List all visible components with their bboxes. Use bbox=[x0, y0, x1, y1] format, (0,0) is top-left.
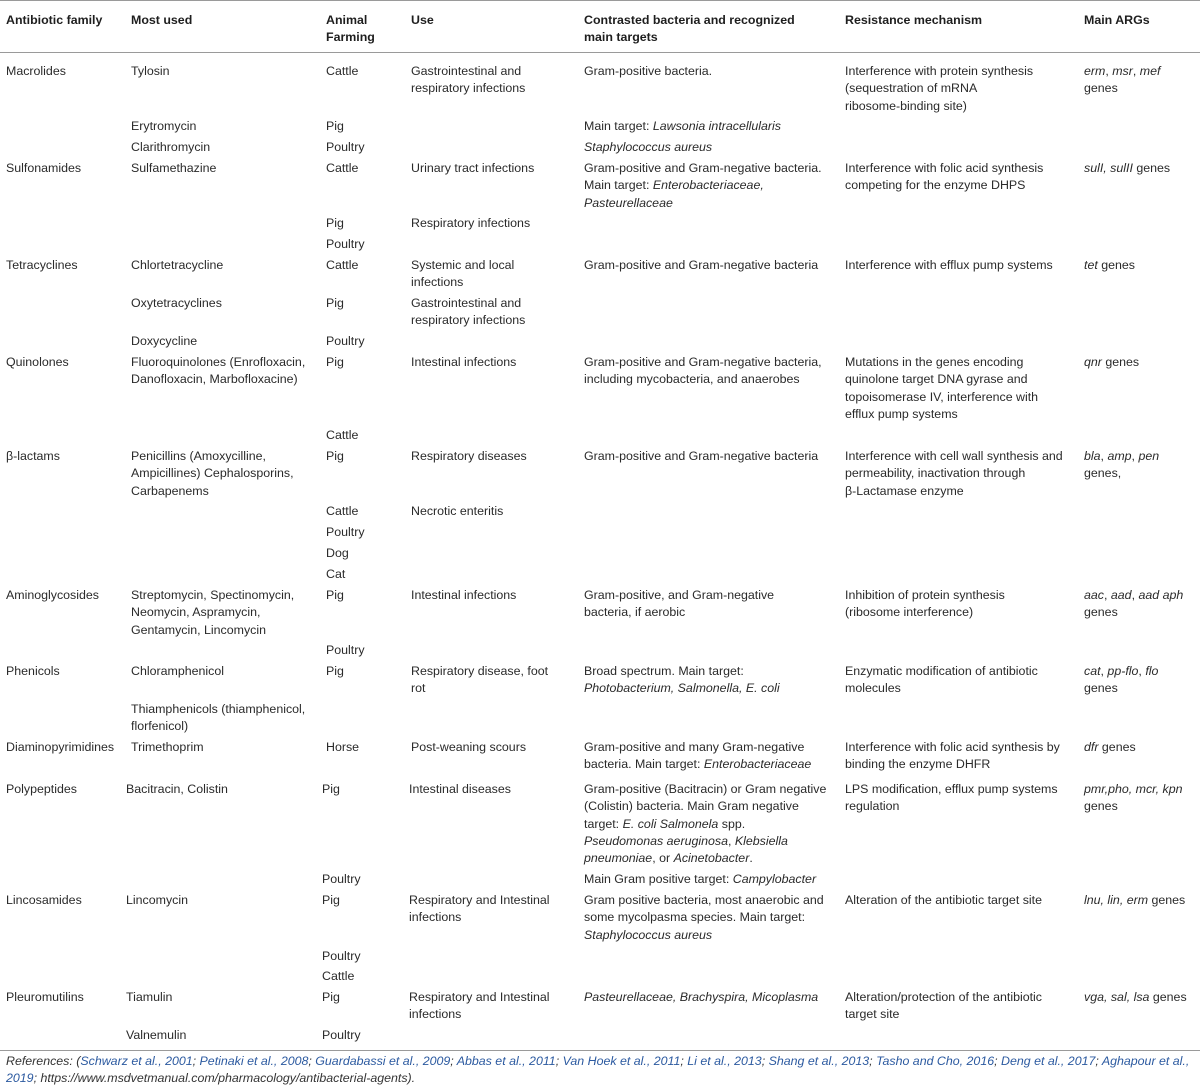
cell-use-line: Urinary tract infections bbox=[411, 161, 535, 175]
cell-mechanism bbox=[845, 739, 1060, 774]
cell-mechanism-line: Alteration of the antibiotic target site bbox=[845, 893, 1042, 907]
cell-mechanism bbox=[845, 663, 1038, 698]
cell-mechanism bbox=[845, 989, 1042, 1024]
cell-farming-line: Poultry bbox=[326, 140, 365, 154]
header-animal-farming-line: Farming bbox=[326, 30, 375, 45]
cell-family-line: Polypeptides bbox=[6, 782, 77, 796]
cell-mechanism bbox=[845, 448, 1063, 500]
cell-targets bbox=[584, 871, 816, 888]
cell-farming bbox=[326, 545, 349, 562]
cell-used-line: Oxytetracyclines bbox=[131, 296, 222, 310]
cell-targets-line: (Colistin) bacteria. Main Gram negative bbox=[584, 799, 799, 814]
cell-targets-line: pneumoniae, or Acinetobacter. bbox=[584, 851, 753, 866]
cell-family bbox=[6, 587, 99, 604]
cell-targets bbox=[584, 354, 822, 389]
cell-mechanism bbox=[845, 354, 1038, 423]
cell-targets-line: Gram-positive and Gram-negative bacteria bbox=[584, 449, 819, 463]
cell-use-line: Respiratory disease, foot bbox=[411, 664, 549, 678]
cell-farming bbox=[326, 448, 344, 465]
cell-used bbox=[131, 139, 210, 156]
cell-use-line: infections bbox=[409, 1007, 462, 1022]
cell-used-line: Carbapenems bbox=[131, 483, 209, 498]
cell-family bbox=[6, 448, 60, 465]
cell-used-line: Lincomycin bbox=[126, 893, 188, 907]
cell-targets bbox=[584, 781, 826, 867]
cell-farming-line: Cattle bbox=[326, 64, 359, 78]
cell-farming-line: Pig bbox=[326, 296, 344, 310]
cell-farming bbox=[322, 781, 340, 798]
cell-args bbox=[1084, 257, 1135, 274]
cell-farming bbox=[326, 118, 344, 135]
cell-used bbox=[126, 1027, 186, 1044]
header-most-used: Most used bbox=[131, 13, 193, 27]
cell-targets-line: Gram-positive and Gram-negative bacteria, bbox=[584, 355, 822, 369]
cell-farming-line: Pig bbox=[326, 588, 344, 602]
cell-farming-line: Pig bbox=[326, 664, 344, 678]
cell-used bbox=[126, 989, 172, 1006]
cell-args-line: genes bbox=[1084, 799, 1118, 814]
cell-args-line: bla, amp, pen bbox=[1084, 449, 1160, 463]
cell-use bbox=[411, 663, 548, 698]
cell-args bbox=[1084, 448, 1159, 483]
cell-family bbox=[6, 354, 69, 371]
cell-farming bbox=[326, 427, 358, 444]
cell-targets-line: Pseudomonas aeruginosa, Klebsiella bbox=[584, 833, 788, 848]
cell-family bbox=[6, 739, 114, 756]
cell-use-line: infections bbox=[411, 275, 464, 290]
cell-farming-line: Pig bbox=[322, 893, 340, 907]
cell-use bbox=[411, 295, 525, 330]
cell-targets-line: Pasteurellaceae bbox=[584, 195, 673, 210]
cell-mechanism bbox=[845, 63, 1033, 115]
cell-mechanism-line: (ribosome interference) bbox=[845, 605, 974, 620]
cell-used-line: Neomycin, Aspramycin, bbox=[131, 605, 261, 620]
cell-targets-line: Staphylococcus aureus bbox=[584, 927, 713, 942]
cell-args-line: qnr genes bbox=[1084, 355, 1140, 369]
cell-mechanism-line: Alteration/protection of the antibiotic bbox=[845, 990, 1042, 1004]
cell-targets-line: Photobacterium, Salmonella, E. coli bbox=[584, 681, 780, 696]
cell-family-line: Aminoglycosides bbox=[6, 588, 99, 602]
reference-link[interactable]: Aghapour et al., 2019 bbox=[6, 1054, 1190, 1086]
cell-family-line: Pleuromutilins bbox=[6, 990, 84, 1004]
cell-farming-line: Cattle bbox=[326, 161, 359, 175]
cell-use-line: Gastrointestinal and bbox=[411, 64, 522, 78]
cell-farming bbox=[322, 968, 354, 985]
cell-targets-line: Gram-positive bacteria. bbox=[584, 64, 713, 78]
cell-args-line: genes bbox=[1084, 81, 1118, 96]
cell-mechanism-line: β-Lactamase enzyme bbox=[845, 483, 964, 498]
cell-targets-line: Main target: Lawsonia intracellularis bbox=[584, 119, 781, 133]
cell-used bbox=[131, 701, 305, 736]
cell-family bbox=[6, 989, 84, 1006]
cell-used-line: Ampicillines) Cephalosporins, bbox=[131, 466, 294, 481]
cell-farming-line: Poultry bbox=[326, 525, 365, 539]
reference-link[interactable]: Van Hoek et al., 2011 bbox=[562, 1054, 681, 1068]
cell-args bbox=[1084, 781, 1182, 816]
cell-used-line: Thiamphenicols (thiamphenicol, bbox=[131, 702, 306, 716]
cell-mechanism bbox=[845, 781, 1058, 816]
cell-family bbox=[6, 257, 78, 274]
header-animal-farming bbox=[326, 12, 375, 47]
cell-mechanism-line: Mutations in the genes encoding bbox=[845, 355, 1024, 369]
cell-used-line: Doxycycline bbox=[131, 334, 198, 348]
cell-farming-line: Cattle bbox=[326, 504, 359, 518]
header-main-args: Main ARGs bbox=[1084, 13, 1150, 27]
cell-family bbox=[6, 63, 66, 80]
cell-farming bbox=[326, 739, 359, 756]
cell-targets bbox=[584, 63, 712, 80]
cell-targets-line: Gram positive bacteria, most anaerobic and bbox=[584, 893, 824, 907]
cell-mechanism-line: molecules bbox=[845, 681, 901, 696]
cell-mechanism-line: Enzymatic modification of antibiotic bbox=[845, 664, 1038, 678]
reference-link[interactable]: Abbas et al., 2011 bbox=[456, 1054, 556, 1068]
cell-used bbox=[131, 295, 222, 312]
cell-family-line: Diaminopyrimidines bbox=[6, 740, 115, 754]
table-top-rule bbox=[0, 0, 1200, 1]
cell-args bbox=[1084, 63, 1160, 98]
cell-args-line: genes bbox=[1084, 605, 1118, 620]
cell-use-line: Intestinal infections bbox=[411, 588, 517, 602]
cell-farming-line: Poultry bbox=[326, 643, 365, 657]
cell-args-line: genes bbox=[1084, 681, 1118, 696]
cell-used bbox=[131, 118, 196, 135]
cell-args-line: cat, pp-flo, flo bbox=[1084, 664, 1159, 678]
cell-farming-line: Horse bbox=[326, 740, 360, 754]
cell-use bbox=[411, 448, 527, 465]
cell-mechanism-line: Interference with efflux pump systems bbox=[845, 258, 1053, 272]
cell-targets bbox=[584, 257, 818, 274]
cell-use-line: Necrotic enteritis bbox=[411, 504, 504, 518]
header-targets-line: main targets bbox=[584, 30, 658, 45]
cell-farming-line: Cattle bbox=[326, 428, 359, 442]
cell-farming bbox=[326, 160, 358, 177]
reference-link[interactable]: Deng et al., 2017 bbox=[1001, 1054, 1096, 1068]
cell-used-line: Penicillins (Amoxycilline, bbox=[131, 449, 266, 463]
cell-farming bbox=[322, 989, 340, 1006]
cell-farming bbox=[326, 333, 365, 350]
cell-used bbox=[126, 781, 228, 798]
cell-farming-line: Cat bbox=[326, 567, 346, 581]
cell-targets-line: some mycolpasma species. Main target: bbox=[584, 910, 806, 925]
cell-args bbox=[1084, 892, 1185, 909]
references-note: References: (Schwarz et al., 2001; Petinaki et al., 2008; Guardabassi et al., 2009; Abbas et al., 2011; Van Hoek et al., 2011; Li et al., 2013; Shang et al., 2013; Tasho and Cho, 2016; Deng et al., 2017; Aghapour et al., 2019; https://www.msdvetmanual.com/pharmacology/antibacterial-agents). bbox=[6, 1054, 1190, 1086]
cell-mechanism-line: binding the enzyme DHFR bbox=[845, 757, 991, 772]
cell-targets-line: Gram-positive and Gram-negative bacteria. bbox=[584, 161, 822, 175]
cell-used-line: Chloramphenicol bbox=[131, 664, 224, 678]
cell-farming bbox=[326, 63, 358, 80]
cell-targets-line: target: E. coli Salmonela spp. bbox=[584, 816, 746, 831]
cell-args-line: tet genes bbox=[1084, 258, 1135, 272]
reference-link[interactable]: Tasho and Cho, 2016 bbox=[876, 1054, 995, 1068]
cell-use-line: Respiratory diseases bbox=[411, 449, 527, 463]
cell-mechanism-line: Interference with protein synthesis bbox=[845, 64, 1034, 78]
cell-args bbox=[1084, 663, 1158, 698]
cell-mechanism bbox=[845, 892, 1042, 909]
cell-args-line: aac, aad, aad aph bbox=[1084, 588, 1184, 602]
reference-link[interactable]: Guardabassi et al., 2009 bbox=[315, 1054, 451, 1068]
header-animal-farming-line: Animal bbox=[326, 13, 368, 27]
cell-farming bbox=[322, 948, 361, 965]
cell-use-line: Gastrointestinal and bbox=[411, 296, 522, 310]
cell-mechanism-line: competing for the enzyme DHPS bbox=[845, 178, 1026, 193]
cell-use bbox=[409, 989, 550, 1024]
cell-targets bbox=[584, 118, 781, 135]
cell-family bbox=[6, 892, 82, 909]
cell-use-line: Respiratory infections bbox=[411, 216, 531, 230]
cell-family-line: Sulfonamides bbox=[6, 161, 82, 175]
cell-farming bbox=[326, 139, 365, 156]
cell-used-line: Danofloxacin, Marbofloxacine) bbox=[131, 372, 298, 387]
cell-targets bbox=[584, 663, 780, 698]
cell-use bbox=[411, 587, 516, 604]
cell-use bbox=[411, 160, 534, 177]
cell-args-line: vga, sal, lsa genes bbox=[1084, 990, 1187, 1004]
cell-farming bbox=[326, 257, 358, 274]
cell-used-line: Valnemulin bbox=[126, 1028, 187, 1042]
cell-used-line: Bacitracin, Colistin bbox=[126, 782, 228, 796]
cell-farming bbox=[322, 892, 340, 909]
cell-use-line: respiratory infections bbox=[411, 81, 526, 96]
header-targets bbox=[584, 12, 795, 47]
cell-use bbox=[411, 354, 516, 371]
cell-farming bbox=[326, 587, 344, 604]
header-use: Use bbox=[411, 13, 434, 27]
cell-args-line: pmr,pho, mcr, kpn bbox=[1084, 782, 1183, 796]
cell-targets bbox=[584, 448, 818, 465]
cell-used-line: Tylosin bbox=[131, 64, 170, 78]
cell-mechanism-line: target site bbox=[845, 1007, 900, 1022]
cell-used-line: Streptomycin, Spectinomycin, bbox=[131, 588, 295, 602]
cell-targets bbox=[584, 160, 822, 212]
cell-mechanism bbox=[845, 257, 1053, 274]
cell-used bbox=[126, 892, 188, 909]
cell-targets-line: Gram-positive, and Gram-negative bbox=[584, 588, 775, 602]
cell-mechanism-line: permeability, inactivation through bbox=[845, 466, 1026, 481]
cell-targets-line: Main Gram positive target: Campylobacter bbox=[584, 872, 817, 886]
cell-family-line: Quinolones bbox=[6, 355, 69, 369]
cell-farming bbox=[326, 524, 365, 541]
cell-use-line: Respiratory and Intestinal bbox=[409, 893, 550, 907]
cell-used-line: Fluoroquinolones (Enrofloxacin, bbox=[131, 355, 306, 369]
cell-mechanism-line: (sequestration of mRNA bbox=[845, 81, 978, 96]
table-bottom-rule bbox=[0, 1050, 1200, 1051]
header-targets-line: Contrasted bacteria and recognized bbox=[584, 13, 795, 27]
cell-farming bbox=[322, 871, 361, 888]
cell-farming bbox=[322, 1027, 361, 1044]
cell-mechanism-line: Interference with cell wall synthesis and bbox=[845, 449, 1063, 463]
cell-targets-line: Pasteurellaceae, Brachyspira, Micoplasma bbox=[584, 990, 819, 1004]
cell-args bbox=[1084, 587, 1183, 622]
cell-targets-line: Gram-positive and many Gram-negative bbox=[584, 740, 805, 754]
reference-link[interactable]: Shang et al., 2013 bbox=[768, 1054, 870, 1068]
cell-targets bbox=[584, 587, 774, 622]
header-bottom-rule bbox=[0, 52, 1200, 53]
cell-mechanism-line: efflux pump systems bbox=[845, 406, 958, 421]
cell-use-line: rot bbox=[411, 681, 426, 696]
cell-used bbox=[131, 63, 170, 80]
cell-farming bbox=[326, 503, 358, 520]
cell-use-line: Respiratory and Intestinal bbox=[409, 990, 550, 1004]
cell-args bbox=[1084, 739, 1136, 756]
header-antibiotic-family: Antibiotic family bbox=[6, 13, 103, 27]
cell-used bbox=[131, 257, 223, 274]
cell-used-line: Sulfamethazine bbox=[131, 161, 217, 175]
cell-targets-line: Gram-positive and Gram-negative bacteria bbox=[584, 258, 819, 272]
cell-used bbox=[131, 587, 294, 639]
cell-args-line: erm, msr, mef bbox=[1084, 64, 1161, 78]
cell-use-line: Post-weaning scours bbox=[411, 740, 527, 754]
cell-mechanism-line: regulation bbox=[845, 799, 900, 814]
cell-farming-line: Poultry bbox=[326, 237, 365, 251]
cell-farming bbox=[326, 642, 365, 659]
cell-mechanism-line: Interference with folic acid synthesis by bbox=[845, 740, 1060, 754]
cell-farming bbox=[326, 236, 365, 253]
cell-targets-line: Staphylococcus aureus bbox=[584, 140, 713, 154]
cell-farming-line: Pig bbox=[322, 990, 340, 1004]
cell-mechanism-line: topoisomerase IV, interference with bbox=[845, 389, 1039, 404]
reference-link[interactable]: Li et al., 2013 bbox=[687, 1054, 762, 1068]
cell-use bbox=[409, 781, 511, 798]
cell-farming bbox=[326, 215, 344, 232]
cell-farming bbox=[326, 663, 344, 680]
cell-targets bbox=[584, 989, 818, 1006]
cell-used-line: Gentamycin, Lincomycin bbox=[131, 622, 266, 637]
cell-farming bbox=[326, 295, 344, 312]
cell-used bbox=[131, 739, 204, 756]
cell-mechanism bbox=[845, 160, 1043, 195]
cell-farming-line: Poultry bbox=[326, 334, 365, 348]
header-resistance-mechanism: Resistance mechanism bbox=[845, 13, 983, 27]
cell-mechanism-line: Inhibition of protein synthesis bbox=[845, 588, 1005, 602]
cell-targets-line: Broad spectrum. Main target: bbox=[584, 664, 744, 678]
cell-use bbox=[411, 63, 525, 98]
cell-args bbox=[1084, 160, 1170, 177]
cell-args bbox=[1084, 354, 1139, 371]
cell-targets bbox=[584, 739, 811, 774]
cell-farming bbox=[326, 354, 344, 371]
cell-targets bbox=[584, 139, 712, 156]
cell-used-line: Erytromycin bbox=[131, 119, 197, 133]
cell-family-line: Phenicols bbox=[6, 664, 60, 678]
cell-use-line: infections bbox=[409, 910, 462, 925]
cell-farming-line: Dog bbox=[326, 546, 349, 560]
cell-family bbox=[6, 781, 77, 798]
cell-farming-line: Poultry bbox=[322, 1028, 361, 1042]
cell-family bbox=[6, 663, 60, 680]
cell-family-line: β-lactams bbox=[6, 449, 60, 463]
cell-args-line: sulI, sulII genes bbox=[1084, 161, 1171, 175]
cell-use-line: Intestinal diseases bbox=[409, 782, 511, 796]
reference-link[interactable]: Petinaki et al., 2008 bbox=[199, 1054, 309, 1068]
cell-targets-line: Main target: Enterobacteriaceae, bbox=[584, 178, 764, 193]
cell-used-line: Chlortetracycline bbox=[131, 258, 224, 272]
cell-mechanism-line: quinolone target DNA gyrase and bbox=[845, 372, 1028, 387]
cell-farming-line: Pig bbox=[326, 449, 344, 463]
cell-used bbox=[131, 448, 294, 500]
cell-used-line: Clarithromycin bbox=[131, 140, 211, 154]
cell-farming-line: Cattle bbox=[326, 258, 359, 272]
cell-family-line: Lincosamides bbox=[6, 893, 82, 907]
cell-used bbox=[131, 333, 197, 350]
cell-used-line: Tiamulin bbox=[126, 990, 173, 1004]
cell-targets-line: including mycobacteria, and anaerobes bbox=[584, 372, 800, 387]
cell-farming-line: Pig bbox=[326, 119, 344, 133]
cell-use-line: Systemic and local bbox=[411, 258, 515, 272]
cell-mechanism bbox=[845, 587, 1005, 622]
cell-targets-line: Gram-positive (Bacitracin) or Gram negative bbox=[584, 782, 827, 796]
cell-use bbox=[409, 892, 550, 927]
cell-use-line: Intestinal infections bbox=[411, 355, 517, 369]
cell-use bbox=[411, 503, 503, 520]
cell-farming-line: Poultry bbox=[322, 949, 361, 963]
cell-farming-line: Cattle bbox=[322, 969, 355, 983]
cell-family bbox=[6, 160, 81, 177]
cell-farming-line: Poultry bbox=[322, 872, 361, 886]
cell-family-line: Tetracyclines bbox=[6, 258, 78, 272]
cell-mechanism-line: Interference with folic acid synthesis bbox=[845, 161, 1044, 175]
cell-use-line: respiratory infections bbox=[411, 313, 526, 328]
cell-mechanism-line: ribosome-binding site) bbox=[845, 98, 967, 113]
cell-used bbox=[131, 354, 305, 389]
reference-link[interactable]: Schwarz et al., 2001 bbox=[80, 1054, 193, 1068]
cell-args-line: dfr genes bbox=[1084, 740, 1136, 754]
cell-use bbox=[411, 215, 530, 232]
cell-targets-line: bacteria. Main target: Enterobacteriaceae bbox=[584, 757, 812, 772]
cell-targets bbox=[584, 892, 824, 944]
cell-farming-line: Pig bbox=[326, 355, 344, 369]
cell-args-line: genes, bbox=[1084, 466, 1122, 481]
cell-farming-line: Pig bbox=[322, 782, 340, 796]
cell-args bbox=[1084, 989, 1187, 1006]
cell-used-line: Trimethoprim bbox=[131, 740, 204, 754]
cell-used bbox=[131, 160, 216, 177]
cell-family-line: Macrolides bbox=[6, 64, 66, 78]
cell-mechanism-line: LPS modification, efflux pump systems bbox=[845, 782, 1058, 796]
cell-farming-line: Pig bbox=[326, 216, 344, 230]
cell-used-line: florfenicol) bbox=[131, 719, 189, 734]
cell-farming bbox=[326, 566, 345, 583]
cell-targets-line: bacteria, if aerobic bbox=[584, 605, 686, 620]
cell-args-line: lnu, lin, erm genes bbox=[1084, 893, 1186, 907]
cell-use bbox=[411, 257, 514, 292]
cell-used bbox=[131, 663, 224, 680]
cell-use bbox=[411, 739, 526, 756]
